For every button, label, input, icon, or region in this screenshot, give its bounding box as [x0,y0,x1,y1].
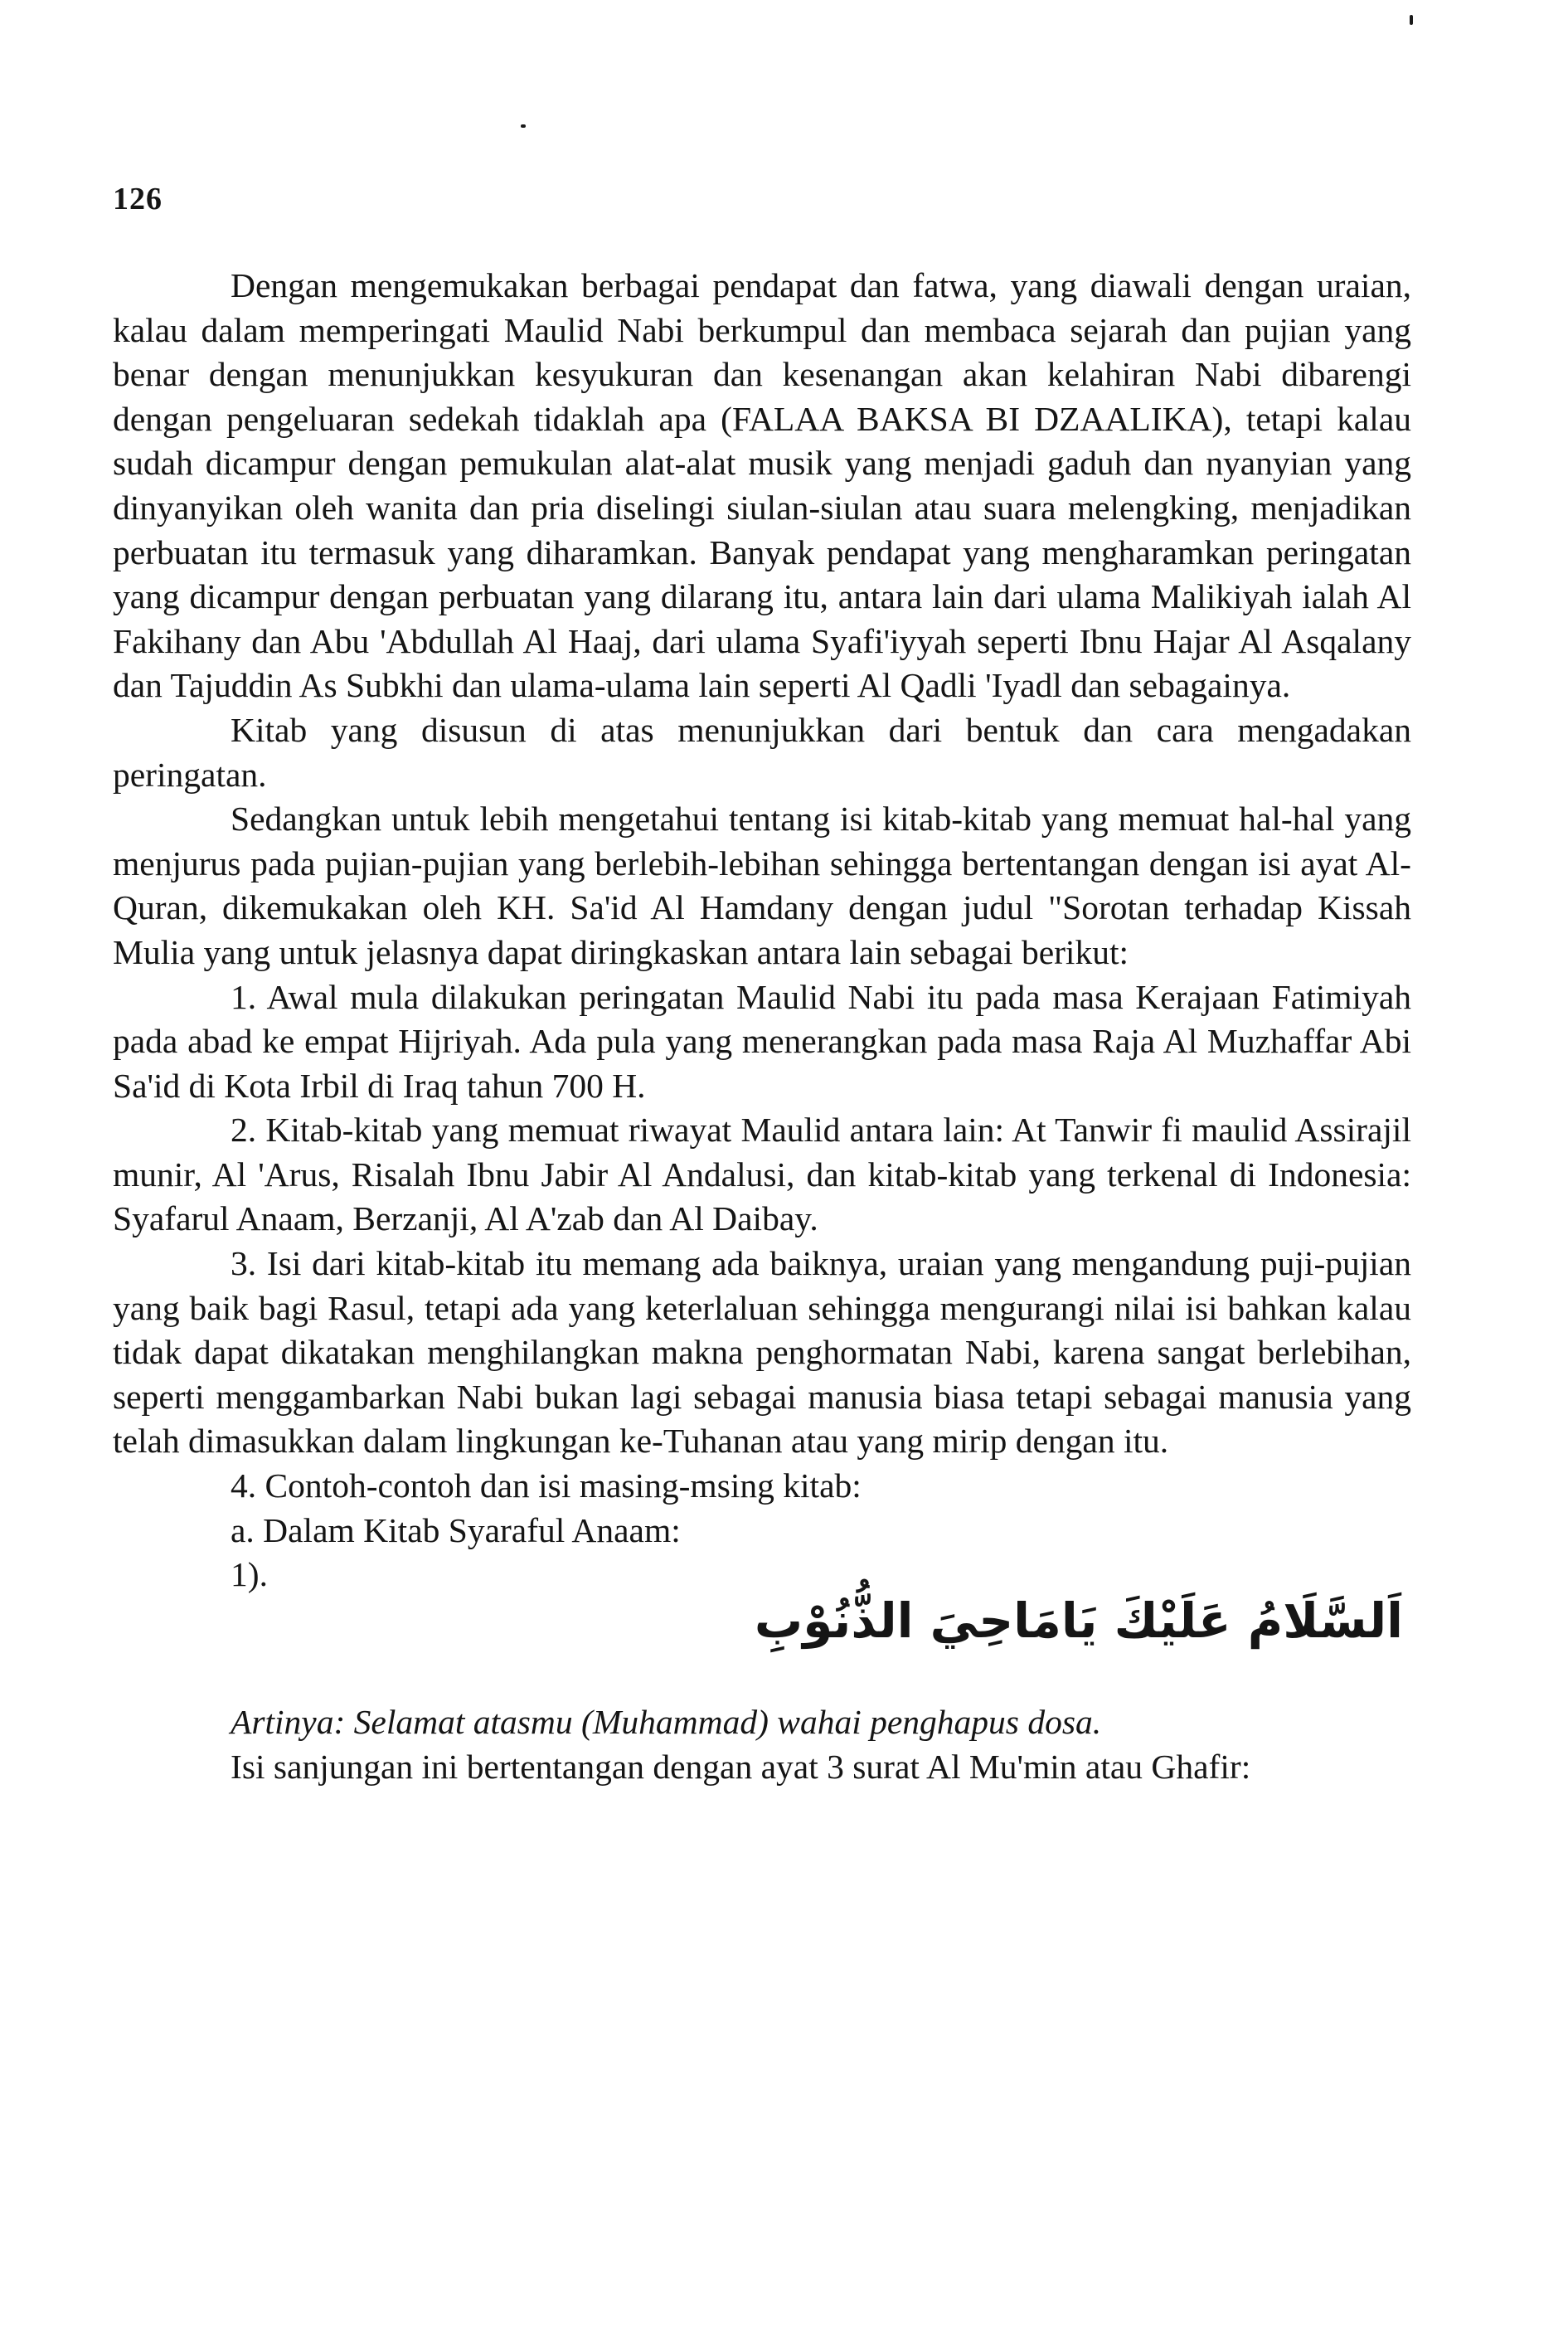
body-text [113,264,1411,1789]
list-item-2: 2. Kitab-kitab yang memuat riwayat Maulid antara lain: At Tanwir fi maulid Assirajil munir, Al 'Arus, Risalah Ibnu Jabir Al Andalusi, dan kitab-kitab yang terkenal di Indonesia: Syafarul Anaam, Berzanji, Al A'zab dan Al Daibay. [113,1111,1411,1238]
list-item-1: 1. Awal mula dilakukan peringatan Maulid Nabi itu pada masa Kerajaan Fatimiyah pada abad ke empat Hijriyah. Ada pula yang menerangkan pada masa Raja Al Muzhaffar Abi Sa'id di Kota Irbil di Iraq tahun 700 H. [113,977,1411,1105]
translation-text: Artinya: Selamat atasmu (Muhammad) wahai penghapus dosa. [231,1703,1102,1742]
paragraph-sanjungan: Isi sanjungan ini bertentangan dengan ayat 3 surat Al Mu'min atau Ghafir: [231,1747,1251,1786]
list-item-4: 4. Contoh-contoh dan isi masing-msing kitab: [231,1466,862,1505]
scan-speck-top-right [1410,15,1413,25]
list-item-3: 3. Isi dari kitab-kitab itu memang ada baiknya, uraian yang mengandung puji-pujian yang baik bagi Rasul, tetapi ada yang keterlaluan sehingga mengurangi nilai isi bahkan kalau tidak dapat dikatakan menghilangkan makna penghormatan Nabi, karena sangat berlebihan, seperti menggambarkan Nabi bukan lagi sebagai manusia biasa tetapi sebagai manusia yang telah dimasukkan dalam lingkungan ke-Tuhanan atau yang mirip dengan itu. [113,1244,1411,1461]
page-number: 126 [113,182,163,216]
arabic-quote: اَلسَّلَامُ عَلَيْكَ يَامَاحِيَ الذُّنُوْبِ [754,1592,1403,1650]
sub-item-marker: 1). [231,1555,268,1594]
paragraph-kitab: Kitab yang disusun di atas menunjukkan dari bentuk dan cara mengadakan peringatan. [113,710,1411,794]
paragraph-fatwa: Dengan mengemukakan berbagai pendapat dan fatwa, yang diawali dengan uraian, kalau dalam memperingati Maulid Nabi berkumpul dan membaca sejarah dan pujian yang benar dengan menunjukkan kesyukuran dan kesenangan akan kelahiran Nabi dibarengi dengan pengeluaran sedekah tidaklah apa (FALAA BAKSA BI DZAALIKA), tetapi kalau sudah dicampur dengan pemukulan alat-alat musik yang menjadi gaduh dan nyanyian yang dinyanyikan oleh wanita dan pria diselingi siulan-siulan atau suara melengking, menjadikan perbuatan itu termasuk yang diharamkan. Banyak pendapat yang mengharamkan peringatan yang dicampur dengan perbuatan yang dilarang itu, antara lain dari ulama Malikiyah ialah Al Fakihany dan Abu 'Abdullah Al Haaj, dari ulama Syafi'iyyah seperti Ibnu Hajar Al Asqalany dan Tajuddin As Subkhi dan ulama-ulama lain seperti Al Qadli 'Iyadl dan sebagainya. [113,266,1411,705]
scan-speck-top-center [521,124,526,128]
arabic-quote-row [113,1553,1411,1692]
paragraph-sorotan: Sedangkan untuk lebih mengetahui tentang isi kitab-kitab yang memuat hal-hal yang menjurus pada pujian-pujian yang berlebih-lebihan sehingga bertentangan dengan isi ayat Al-Quran, dikemukakan oleh KH. Sa'id Al Hamdany dengan judul "Sorotan terhadap Kissah Mulia yang untuk jelasnya dapat diringkaskan antara lain sebagai berikut: [113,800,1411,971]
list-item-4a: a. Dalam Kitab Syaraful Anaam: [231,1510,681,1549]
